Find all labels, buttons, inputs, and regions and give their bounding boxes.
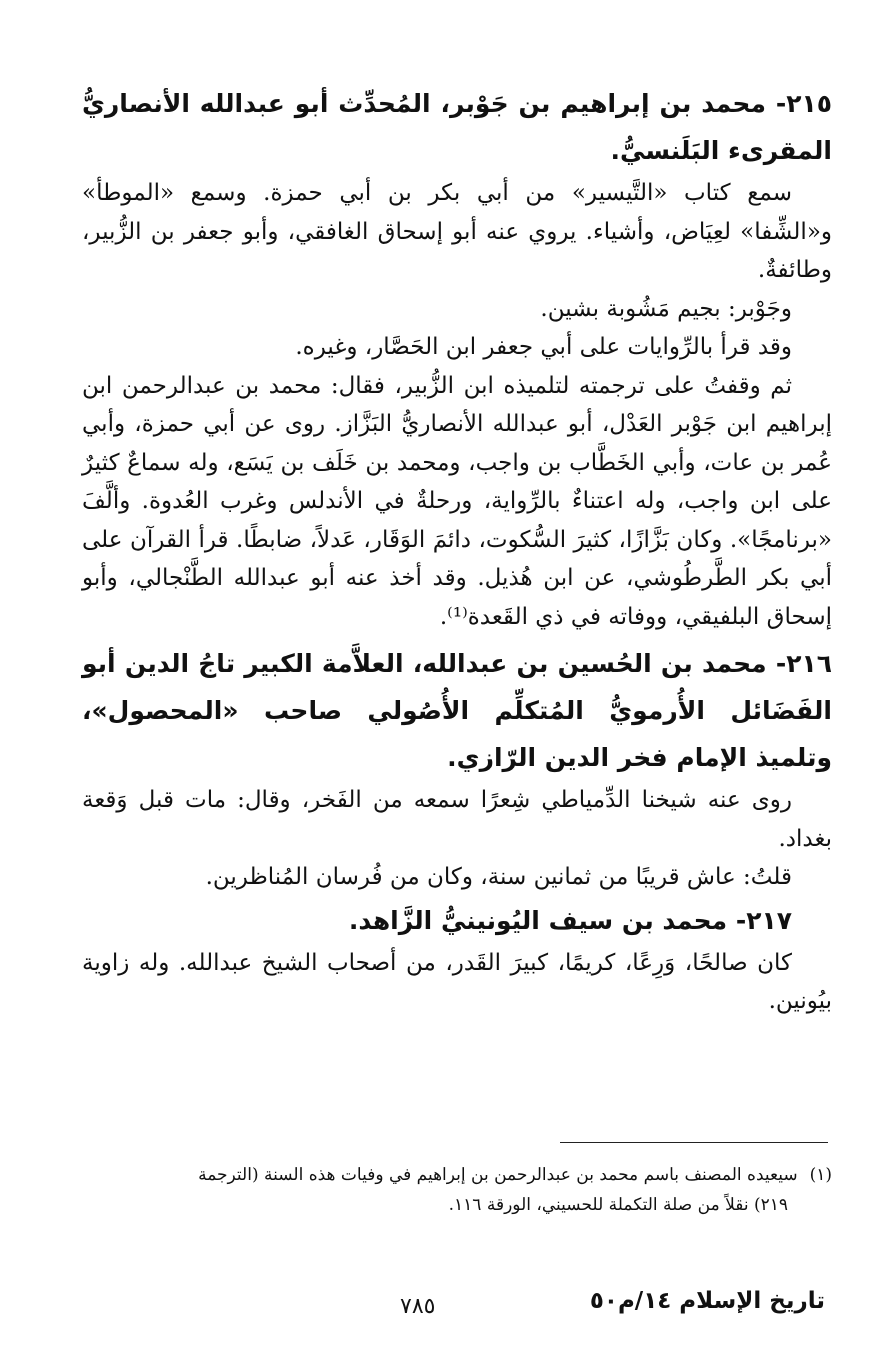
paragraph: سمع كتاب «التَّيسير» من أبي بكر بن أبي حمزة. وسمع «الموطأ» و«الشِّفا» لعِيَاض، وأشياء. يروي عنه أبو إسحاق الغافقي، وأبو جعفر بن الزُّبير، وطائفةٌ. <box>82 180 832 283</box>
paragraph: قلتُ: عاش قريبًا من ثمانين سنة، وكان من فُرسان المُناظرين. <box>205 864 792 890</box>
page-body <box>82 80 832 1021</box>
footnote <box>82 1160 832 1220</box>
paragraph: ثم وقفتُ على ترجمته لتلميذه ابن الزُّبير، فقال: محمد بن عبدالرحمن ابن إبراهيم ابن جَوْبر العَدْل، أبو عبدالله الأنصاريُّ البَزَّاز. روى عن أبي حمزة، وأبي عُمر بن عات، وأبي الخَطَّاب بن واجب، ومحمد بن خَلَف بن يَسَع، وله سماعٌ كثيرٌ على ابن واجب، وله اعتناءٌ بالرِّواية، ورحلةٌ في الأندلس وغرب العُدوة. وألَّفَ «برنامجًا». وكان بَزَّازًا، كثيرَ السُّكوت، دائمَ الوَقَار، عَدلاً، ضابطًا. قرأ القرآن على أبي بكر الطَّرطُوشي، عن ابن هُذيل. وقد أخذ عنه أبو عبدالله الطَّنْجالي، وأبو إسحاق البلفيقي، ووفاته في ذي القَعدة⁽¹⁾. <box>82 372 832 630</box>
footnote-number: (١) <box>809 1165 832 1185</box>
entry-215 <box>82 80 832 636</box>
paragraph: وجَوْبر: بجيم مَشُوبة بشين. <box>540 295 792 322</box>
entry-heading: ٢١٥- محمد بن إبراهيم بن جَوْبر، المُحدِّث أبو عبدالله الأنصاريُّ المقرىء البَلَنسيُّ. <box>82 89 832 165</box>
entry-216 <box>82 640 832 897</box>
paragraph: روى عنه شيخنا الدِّمياطي شِعرًا سمعه من الفَخر، وقال: مات قبل وَقعة بغداد. <box>82 787 832 852</box>
entry-heading: ٢١٦- محمد بن الحُسين بن عبدالله، العلاَّمة الكبير تاجُ الدين أبو الفَضَائل الأُرمويُّ المُتكلِّم الأُصُولي صاحب «المحصول»، وتلميذ الإمام فخر الدين الرّازي. <box>82 649 832 772</box>
footnote-text: سيعيده المصنف باسم محمد بن عبدالرحمن بن إبراهيم في وفيات هذه السنة (الترجمة <box>198 1165 798 1185</box>
page-number: ٧٨٥ <box>400 1294 436 1319</box>
paragraph: كان صالحًا، وَرِعًا، كريمًا، كبيرَ القَدر، من أصحاب الشيخ عبدالله. وله زاوية بيُونين. <box>82 949 832 1014</box>
entry-217 <box>82 897 832 1021</box>
footnote-line <box>82 1160 832 1190</box>
paragraph: وقد قرأ بالرِّوايات على أبي جعفر ابن الحَصَّار، وغيره. <box>295 334 792 360</box>
footnote-divider <box>560 1142 828 1143</box>
running-title: تاريخ الإسلام ١٤/م٥٠ <box>589 1288 825 1314</box>
footnote-text-continued: ٢١٩) نقلاً من صلة التكملة للحسيني، الورقة ١١٦. <box>448 1195 788 1215</box>
entry-heading: ٢١٧- محمد بن سيف اليُونينيُّ الزَّاهد. <box>348 905 792 935</box>
page-footer <box>0 1280 873 1340</box>
